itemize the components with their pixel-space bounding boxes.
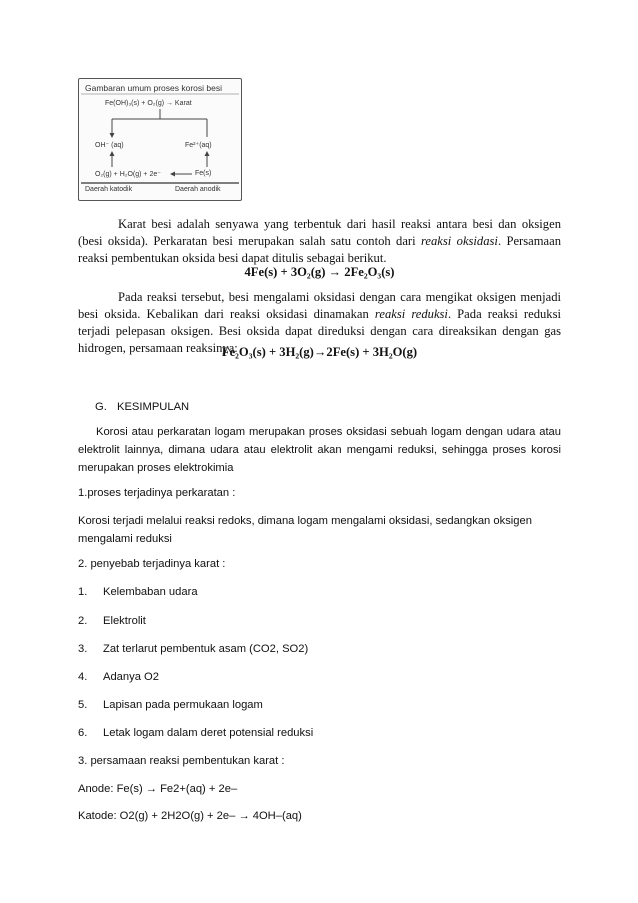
para1-text-b: . Persamaan reaksi pembentukan oksida besi dapat ditulis sebagai berikut. xyxy=(78,234,561,265)
anode-equation: Anode: Fe(s) → Fe2+(aq) + 2e– xyxy=(78,783,238,795)
list-item xyxy=(78,724,313,742)
heading-text: KESIMPULAN xyxy=(117,401,190,413)
section-heading xyxy=(95,398,189,416)
cathode-equation: Katode: O2(g) + 2H2O(g) + 2e– → 4OH–(aq) xyxy=(78,810,302,822)
equation-oxidation: 4Fe(s) + 3O₂(g) → 2Fe₂O₃(s) xyxy=(244,265,395,279)
para2-text-b: . Pada reaksi reduksi terjadi pelepasan oksigen. Besi oksida dapat direduksi dengan cara direaksikan dengan gas hidrogen, persamaan reaksinya: xyxy=(78,307,561,355)
diagram-title: Gambaran umum proses korosi besi xyxy=(85,83,223,93)
para1-emphasis: reaksi oksidasi xyxy=(420,234,498,248)
list-text: Kelembaban udara xyxy=(103,586,198,598)
list-number: 5. xyxy=(78,699,88,711)
list-item xyxy=(78,696,263,714)
diagram-lines xyxy=(79,79,241,200)
heading-number: G. xyxy=(95,401,107,413)
list-text: Letak logam dalam deret potensial reduksi xyxy=(103,727,314,739)
equation-reduction: Fe₂O₃(s) + 3H₂(g)→2Fe(s) + 3H₂O(g) xyxy=(221,345,418,359)
list-number: 2. xyxy=(78,615,88,627)
list-item xyxy=(78,640,308,658)
para2-emphasis: reaksi reduksi xyxy=(374,307,448,321)
conclusion-text: Korosi atau perkaratan logam merupakan proses oksidasi sebuah logam dengan udara atau elektrolit lainnya, dimana udara atau elektrolit akan mengami reduksi, sehingga proses korosi merupakan proses elektrokimia xyxy=(78,426,561,474)
list-item xyxy=(78,612,146,630)
corrosion-diagram xyxy=(78,78,242,201)
diagram-anode-area: Daerah anodik xyxy=(175,186,221,193)
diagram-iron-ion: Fe²⁺(aq) xyxy=(185,142,212,149)
list-item xyxy=(78,668,159,686)
list-text: Lapisan pada permukaan logam xyxy=(103,699,263,711)
list-text: Zat terlarut pembentuk asam (CO2, SO2) xyxy=(103,643,309,655)
subsection-2-title: 2. penyebab terjadinya karat : xyxy=(78,558,226,570)
diagram-hydroxide: OH⁻ (aq) xyxy=(95,142,124,149)
list-text: Elektrolit xyxy=(103,615,146,627)
list-text: Adanya O2 xyxy=(103,671,159,683)
list-number: 4. xyxy=(78,671,88,683)
subsection-3-title: 3. persamaan reaksi pembentukan karat : xyxy=(78,755,285,767)
diagram-iron-solid: Fe(s) xyxy=(195,170,212,177)
para1-text-a: Karat besi adalah senyawa yang terbentuk dari hasil reaksi antara besi dan oksigen (besi oksida). Perkaratan besi merupakan salah satu contoh dari xyxy=(78,217,561,248)
para2-text-a: Pada reaksi tersebut, besi mengalami oksidasi dengan cara mengikat oksigen menjadi besi oksida. Kebalikan dari reaksi oksidasi dinamakan xyxy=(78,290,561,321)
list-number: 1. xyxy=(78,586,88,598)
list-item xyxy=(78,583,198,601)
diagram-top-reaction: Fe(OH)₃(s) + O₂(g) → Karat xyxy=(105,100,192,107)
subsection-1-text: Korosi terjadi melalui reaksi redoks, dimana logam mengalami oksidasi, sedangkan oksigen mengalami reduksi xyxy=(78,515,532,545)
subsection-1-title: 1.proses terjadinya perkaratan : xyxy=(78,487,236,499)
paragraph-karat-besi xyxy=(78,216,561,267)
list-number: 3. xyxy=(78,643,88,655)
conclusion-paragraph xyxy=(78,423,561,477)
list-number: 6. xyxy=(78,727,88,739)
diagram-cathode-area: Daerah katodik xyxy=(85,186,133,193)
diagram-cathode-reaction: O₂(g) + H₂O(g) + 2e⁻ xyxy=(95,171,161,178)
